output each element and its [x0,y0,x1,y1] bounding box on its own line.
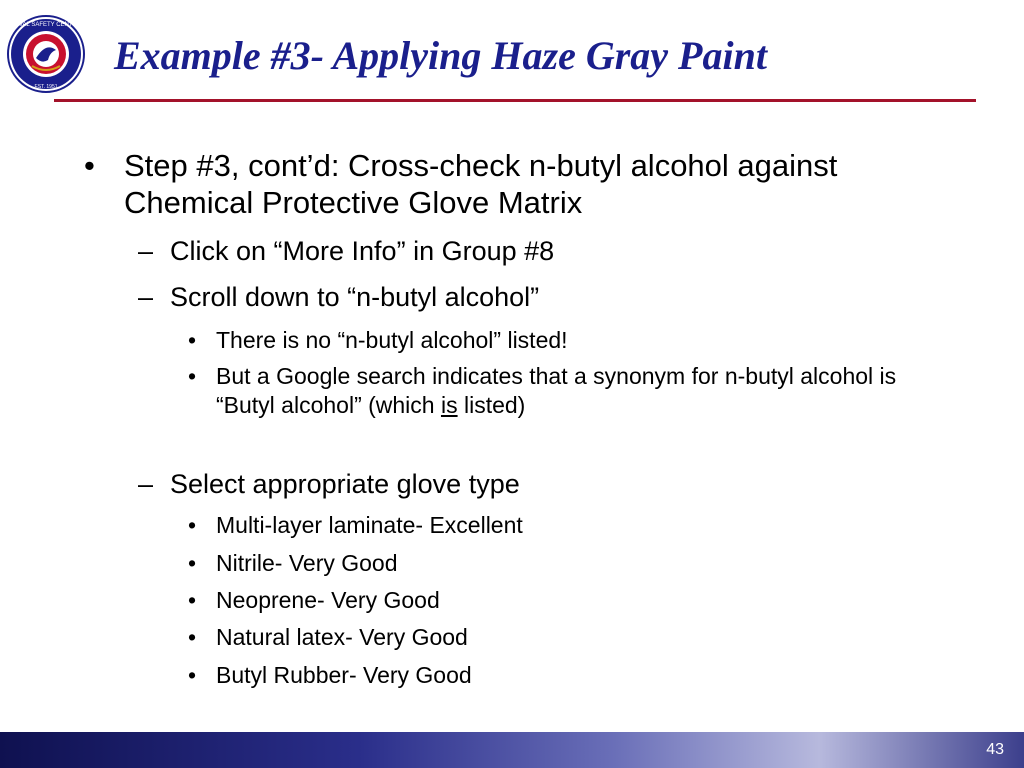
glove-text: Multi-layer laminate- Excellent [216,512,523,538]
glove-text: Butyl Rubber- Very Good [216,662,472,688]
glove-text: Neoprene- Very Good [216,587,440,613]
bullet-marker: • [188,550,197,576]
naval-safety-center-logo [6,14,86,94]
page-number: 43 [986,741,1004,758]
sub-bullet-text: Scroll down to “n-butyl alcohol” [170,282,540,312]
note-emphasis: is [440,392,458,418]
sub-bullet-text: Click on “More Info” in Group #8 [170,236,555,266]
bullet-text: Step #3, cont’d: Cross-check n-butyl alcohol against Chemical Protective Glove Matrix [124,148,838,220]
glove-item [188,511,956,540]
bullet-marker: • [188,587,197,613]
glove-text: Nitrile- Very Good [216,550,398,576]
note-google-search [188,362,956,420]
bullet-marker: • [188,662,197,688]
dash-marker: – [138,282,154,312]
logo-est-text: EST. 1951 [34,84,58,90]
bullet-marker: • [188,624,197,650]
footer-bar [0,732,1024,768]
bullet-marker: • [188,512,197,538]
sub-bullet-scroll-down [138,281,950,313]
sub-bullet-text: Select appropriate glove type [170,469,520,499]
bullet-marker: • [188,363,197,389]
note-not-listed [188,326,956,355]
sub-bullet-more-info [138,235,950,267]
dash-marker: – [138,236,154,266]
bullet-marker: • [84,148,95,183]
bullet-marker: • [188,327,197,353]
bullet-step3 [84,147,904,221]
title-divider [54,99,976,102]
sub-bullet-select-glove [138,468,950,500]
glove-text: Natural latex- Very Good [216,624,468,650]
note-text: There is no “n-butyl alcohol” listed! [216,327,568,353]
logo-ring-text: NAVAL SAFETY CENTER [11,22,81,28]
glove-item [188,586,956,615]
note-text-post: listed) [457,392,526,418]
dash-marker: – [138,469,154,499]
note-text-pre: But a Google search indicates that a synonym for n-butyl alcohol is “Butyl alcohol” (which [216,363,897,418]
slide-title: Example #3- Applying Haze Gray Paint [114,33,767,78]
glove-item [188,549,956,578]
glove-item [188,661,956,690]
glove-item [188,623,956,652]
